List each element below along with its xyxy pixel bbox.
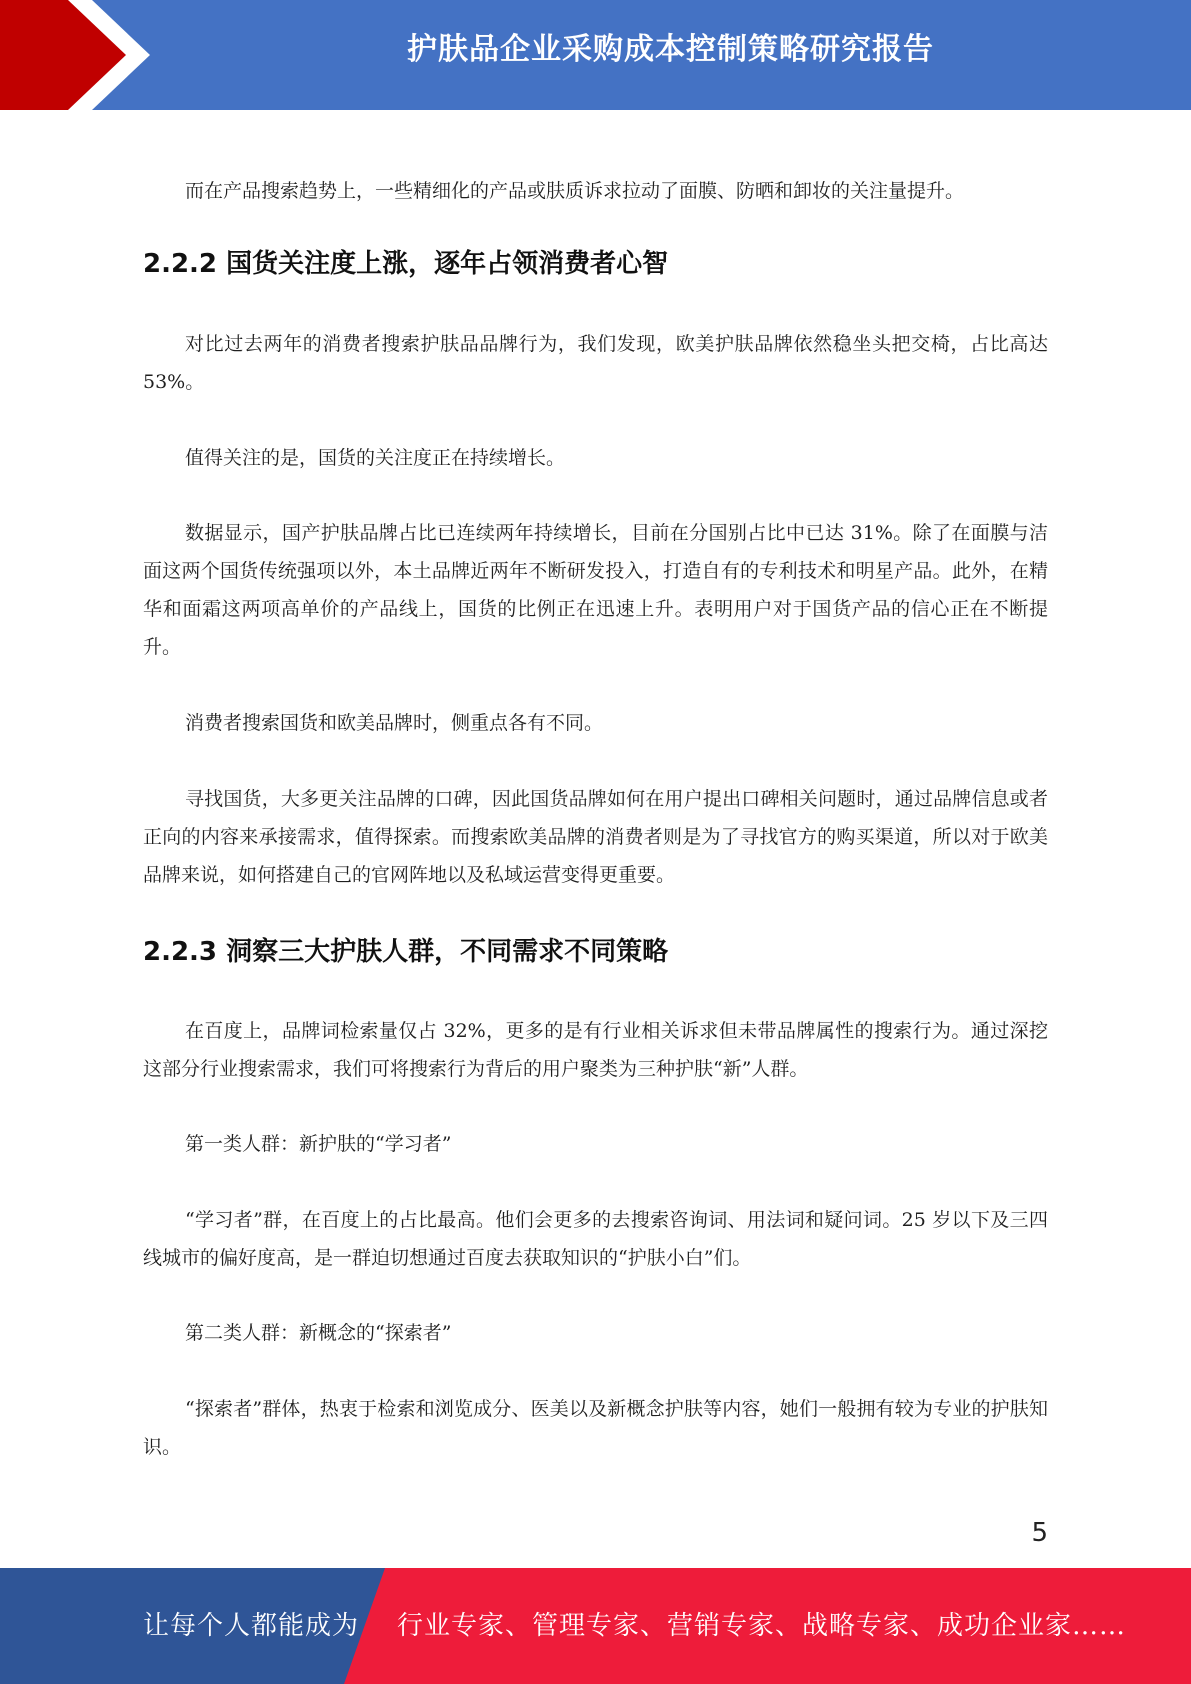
- paragraph-group-two-title: 第二类人群：新概念的“探索者”: [185, 1322, 452, 1344]
- paragraph-explorers: “探索者”群体，热衷于检索和浏览成分、医美以及新概念护肤等内容，她们一般拥有较为专业的护肤知识。: [143, 1398, 1048, 1458]
- footer-slogan-right: 行业专家、管理专家、营销专家、战略专家、成功企业家……: [397, 1611, 1127, 1641]
- section-heading-2-2-3: 2.2.3 洞察三大护肤人群，不同需求不同策略: [143, 937, 669, 967]
- paragraph-brand-search-share: 对比过去两年的消费者搜索护肤品品牌行为，我们发现，欧美护肤品牌依然稳坐头把交椅，占比高达 53%。: [143, 333, 1048, 393]
- paragraph-learners: “学习者”群，在百度上的占比最高。他们会更多的去搜索咨询词、用法词和疑问词。25 岁以下及三四线城市的偏好度高，是一群迫切想通过百度去获取知识的“护肤小白”们。: [143, 1209, 1048, 1269]
- intro-paragraph: 而在产品搜索趋势上，一些精细化的产品或肤质诉求拉动了面膜、防晒和卸妆的关注量提升。: [185, 180, 965, 202]
- section-heading-2-2-2: 2.2.2 国货关注度上涨，逐年占领消费者心智: [143, 249, 669, 279]
- paragraph-domestic-data: 数据显示，国产护肤品牌占比已连续两年持续增长，目前在分国别占比中已达 31%。除了在面膜与洁面这两个国货传统强项以外，本土品牌近两年不断研发投入，打造自有的专利技术和明星产品。此外，在精华和面霜这两项高单价的产品线上，国货的比例正在迅速上升。表明用户对于国货产品的信心正在不断提升。: [143, 522, 1048, 658]
- page-number: 5: [1031, 1518, 1048, 1548]
- footer-slogan-left: 让每个人都能成为: [143, 1611, 360, 1641]
- paragraph-domestic-attention: 值得关注的是，国货的关注度正在持续增长。: [185, 447, 566, 469]
- page-header: [0, 0, 1191, 110]
- header-chevron-decoration: [0, 0, 150, 110]
- paragraph-domestic-vs-western: 寻找国货，大多更关注品牌的口碑，因此国货品牌如何在用户提出口碑相关问题时，通过品牌信息或者正向的内容来承接需求，值得探索。而搜索欧美品牌的消费者则是为了寻找官方的购买渠道，所以对于欧美品牌来说，如何搭建自己的官网阵地以及私域运营变得更重要。: [143, 788, 1048, 886]
- paragraph-search-focus: 消费者搜索国货和欧美品牌时，侧重点各有不同。: [185, 712, 604, 734]
- page-footer: [0, 1568, 1191, 1684]
- report-title: 护肤品企业采购成本控制策略研究报告: [407, 32, 934, 67]
- paragraph-group-one-title: 第一类人群：新护肤的“学习者”: [185, 1133, 452, 1155]
- paragraph-brand-keyword-share: 在百度上，品牌词检索量仅占 32%，更多的是有行业相关诉求但未带品牌属性的搜索行为。通过深挖这部分行业搜索需求，我们可将搜索行为背后的用户聚类为三种护肤“新”人群。: [143, 1020, 1048, 1080]
